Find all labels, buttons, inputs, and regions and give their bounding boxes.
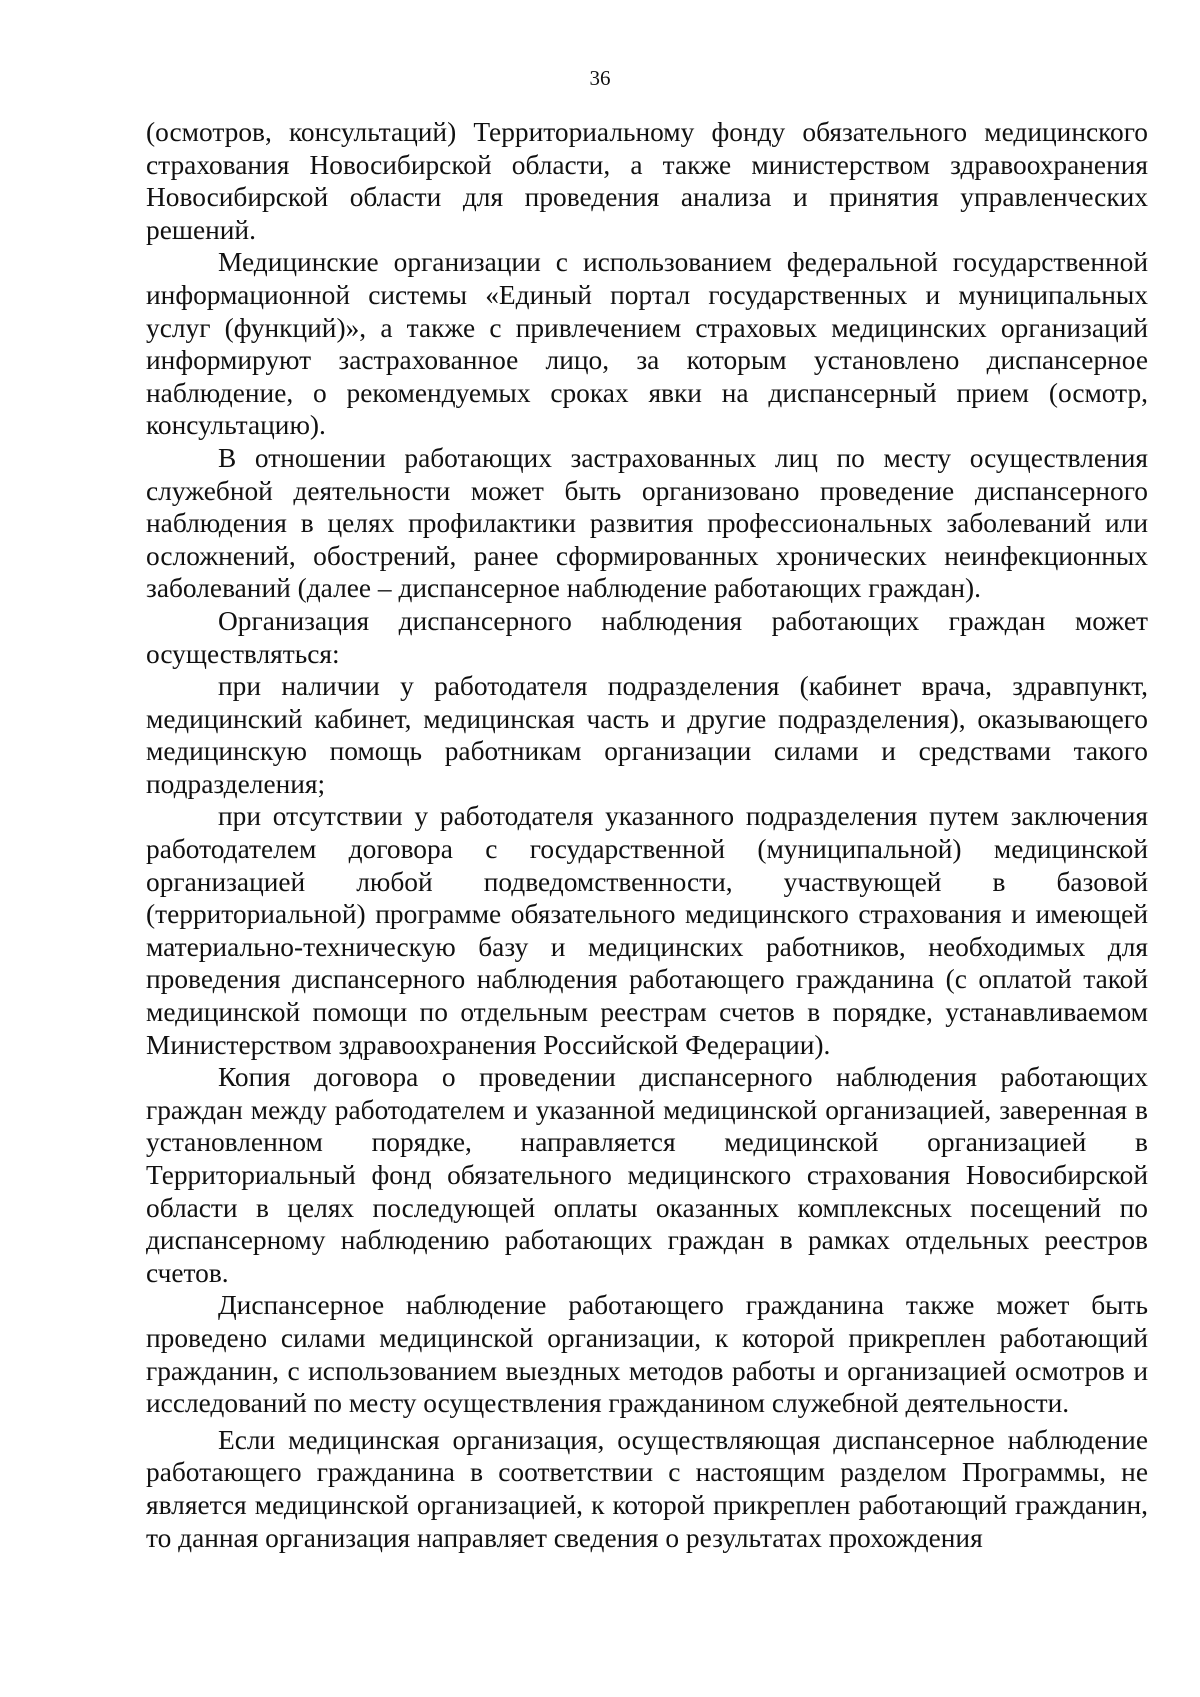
paragraph-organization: Организация диспансерного наблюдения работающих граждан может осуществляться: [146, 605, 1148, 669]
paragraph-informing: Медицинские организации с использованием федеральной государственной информационной системы «Единый портал государственных и муниципальных услуг (функций)», а также с привлечением страховых медицинских организаций информируют застрахованное лицо, за которым установлено диспансерное наблюдение, о рекомендуемых сроках явки на диспансерный прием (осмотр, консультацию). [146, 247, 1148, 441]
page-number: 36 [589, 66, 611, 90]
paragraph-without-subdivision: при отсутствии у работодателя указанного подразделения путем заключения работодателем договора с государственной (муниципальной) медицинской организацией любой подведомственности, участвующей в базовой (территориальной) программе обязательного медицинского страхования и имеющей материально-техническую базу и медицинских работников, необходимых для проведения диспансерного наблюдения работающего гражданина (с оплатой такой медицинской помощи по отдельным реестрам счетов в порядке, устанавливаемом Министерством здравоохранения Российской Федерации). [146, 801, 1148, 1060]
paragraph-contract-copy: Копия договора о проведении диспансерного наблюдения работающих граждан между работодателем и указанной медицинской организацией, заверенная в установленном порядке, направляется медицинской организацией в Территориальный фонд обязательного медицинского страхования Новосибирской области в целях последующей оплаты оказанных комплексных посещений по диспансерному наблюдению работающих граждан в рамках отдельных реестров счетов. [146, 1062, 1148, 1288]
paragraph-working-persons: В отношении работающих застрахованных лиц по месту осуществления служебной деятельности может быть организовано проведение диспансерного наблюдения в целях профилактики развития профессиональных заболеваний или осложнений, обострений, ранее сформированных хронических неинфекционных заболеваний (далее – диспансерное наблюдение работающих граждан). [146, 442, 1148, 604]
paragraph-continuation: (осмотров, консультаций) Территориальному фонду обязательного медицинского страхования Новосибирской области, а также министерством здравоохранения Новосибирской области для проведения анализа и принятия управленческих решений. [146, 117, 1148, 245]
document-body [146, 116, 1148, 1554]
paragraph-attached-organization: Диспансерное наблюдение работающего гражданина также может быть проведено силами медицинской организации, к которой прикреплен работающий гражданин, с использованием выездных методов работы и организацией осмотров и исследований по месту осуществления гражданином служебной деятельности. [146, 1290, 1148, 1419]
paragraph-other-organization: Если медицинская организация, осуществляющая диспансерное наблюдение работающего гражданина в соответствии с настоящим разделом Программы, не является медицинской организацией, к которой прикреплен работающий гражданин, то данная организация направляет сведения о результатах прохождения [146, 1424, 1148, 1553]
paragraph-with-subdivision: при наличии у работодателя подразделения (кабинет врача, здравпункт, медицинский кабинет, медицинская часть и другие подразделения), оказывающего медицинскую помощь работникам организации силами и средствами такого подразделения; [146, 671, 1148, 799]
